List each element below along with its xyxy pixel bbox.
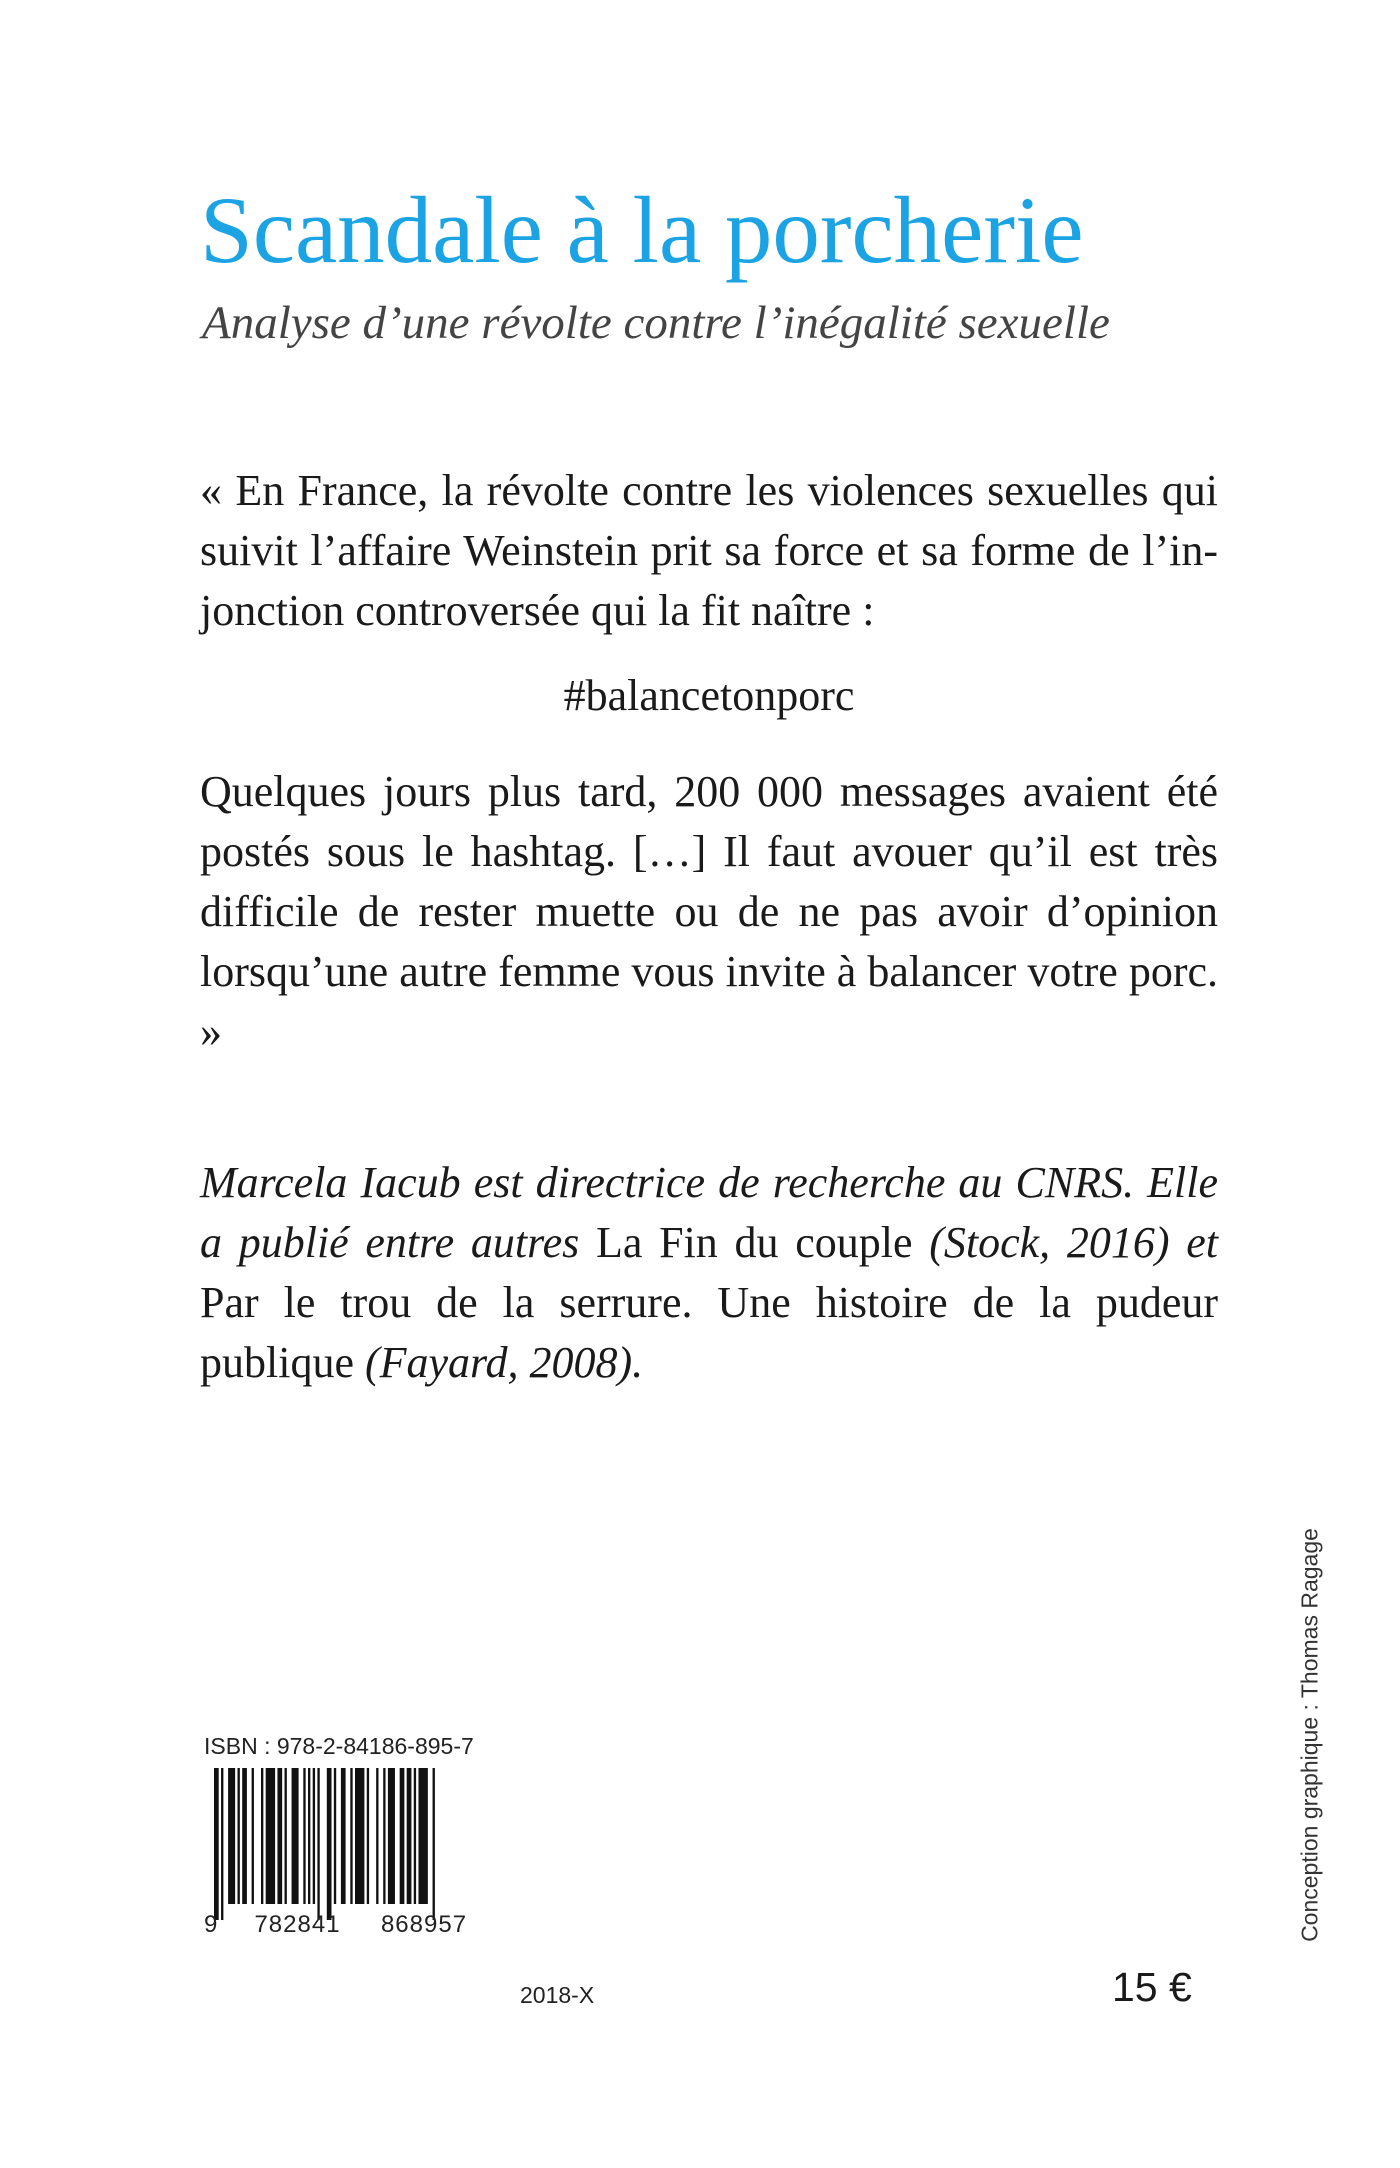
- bio-text-3: (Fayard, 2008).: [353, 1338, 644, 1387]
- barcode-bar: [433, 1768, 435, 1920]
- barcode-first-digit: 9: [204, 1911, 218, 1938]
- barcode-bar: [252, 1768, 254, 1904]
- quote-paragraph-1: « En France, la révolte contre les violences sexuelles qui suivit l’affaire Weinstein prit sa force et sa forme de l’injonction controversée qui la fit naître :: [200, 466, 1218, 635]
- barcode-bar: [367, 1768, 369, 1904]
- bio-text-2: (Stock, 2016) et: [912, 1218, 1218, 1267]
- book-subtitle: Analyse d’une révolte contre l’inégalité sexuelle: [202, 297, 1110, 349]
- bio-book-2: Par le trou de la serrure. Une histoire de la pudeur publique: [200, 1278, 1218, 1387]
- barcode-bar: [285, 1768, 287, 1904]
- barcode-bar: [261, 1768, 263, 1904]
- barcode-bar: [242, 1768, 247, 1904]
- barcode-bar: [277, 1768, 282, 1904]
- book-title: Scandale à la porcherie: [200, 177, 1084, 283]
- barcode-bar: [303, 1768, 305, 1904]
- price: 15 €: [1112, 1964, 1192, 2010]
- barcode-bar: [400, 1768, 405, 1904]
- barcode-bar: [214, 1768, 219, 1920]
- design-credit: [1280, 1490, 1340, 1980]
- quote-paragraph-2: Quelques jours plus tard, 200 000 messages avaient été postés sous le hashtag. […] Il faut avouer qu’il est très difficile de rester muette ou de ne pas avoir d’opinion lorsqu’une autre femme vous invite à balancer votre porc. »: [200, 767, 1218, 1056]
- barcode-bar: [221, 1768, 223, 1920]
- barcode-bar: [350, 1768, 352, 1904]
- bio-text-1: Marcela Iacub est directrice de recherche au CNRS. Elle a publié entre autres: [200, 1158, 1218, 1267]
- barcode-bar: [238, 1768, 240, 1904]
- barcode-bar: [327, 1768, 332, 1920]
- barcode: [202, 1768, 502, 1920]
- barcode-bar: [317, 1768, 319, 1920]
- barcode-bar: [355, 1768, 364, 1904]
- barcode-bar: [341, 1768, 346, 1904]
- barcode-bar: [266, 1768, 275, 1904]
- edition-code: 2018-X: [520, 1982, 595, 2008]
- barcode-bar: [308, 1768, 310, 1904]
- barcode-bar: [407, 1768, 412, 1904]
- barcode-bar: [376, 1768, 378, 1904]
- barcode-bar: [292, 1768, 299, 1904]
- design-credit-text: Conception graphique : Thomas Ragage: [1296, 1528, 1323, 1942]
- barcode-right-digits: 868957: [380, 1911, 468, 1938]
- barcode-bar: [313, 1768, 315, 1904]
- barcode-bar: [414, 1768, 416, 1904]
- author-bio: [200, 1153, 1218, 1393]
- barcode-left-digits: 782841: [254, 1911, 341, 1938]
- bio-book-1: La Fin du couple: [595, 1218, 913, 1267]
- barcode-bar: [388, 1768, 395, 1904]
- hashtag: #balancetonporc: [563, 671, 855, 720]
- barcode-bar: [228, 1768, 235, 1904]
- barcode-bar: [334, 1768, 336, 1904]
- isbn-text: ISBN : 978-2-84186-895-7: [204, 1733, 474, 1759]
- barcode-bar: [383, 1768, 385, 1904]
- barcode-bar: [418, 1768, 427, 1904]
